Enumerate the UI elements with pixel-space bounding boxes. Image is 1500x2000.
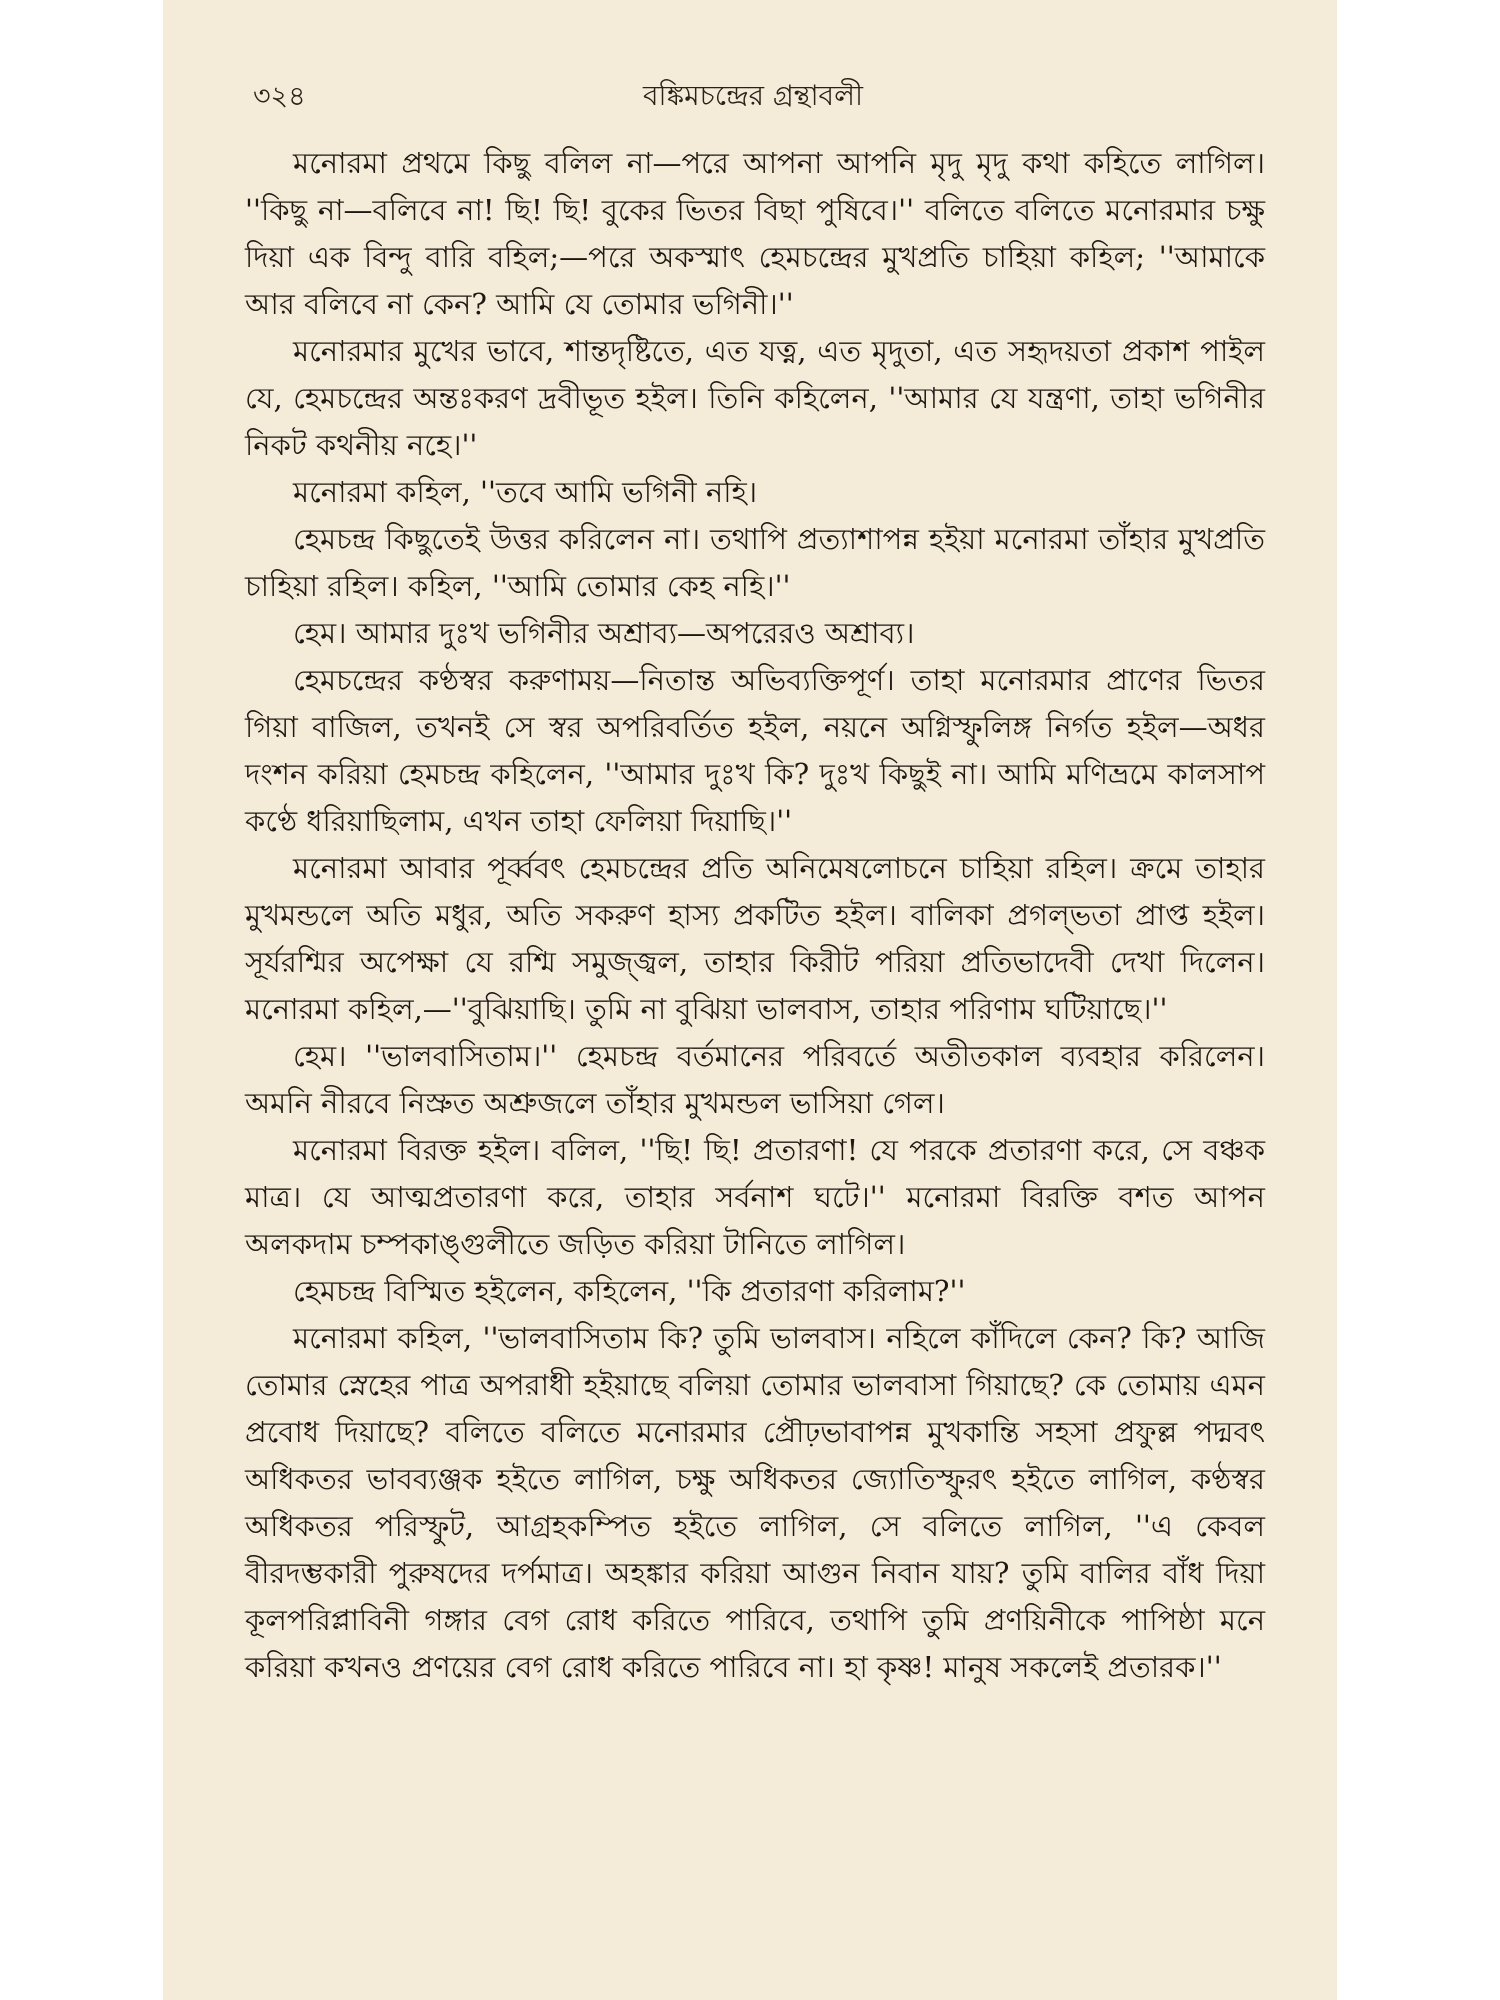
paragraph: মনোরমা প্রথমে কিছু বলিল না—পরে আপনা আপনি মৃদু মৃদু কথা কহিতে লাগিল। ''কিছু না—বলিবে না! ছি! ছি! বুকের ভিতর বিছা পুষিবে।'' বলিতে বলিতে মনোরমার চক্ষু দিয়া এক বিন্দু বারি বহিল;—পরে অকস্মাৎ হেমচন্দ্রের মুখপ্রতি চাহিয়া কহিল; ''আমাকে আর বলিবে না কেন? আমি যে তোমার ভগিনী।'' (245, 146, 1265, 321)
page-header (253, 70, 1253, 120)
paragraph: মনোরমার মুখের ভাবে, শান্তদৃষ্টিতে, এত যত্ন, এত মৃদুতা, এত সহৃদয়তা প্রকাশ পাইল যে, হেমচন্দ্রের অন্তঃকরণ দ্রবীভূত হইল। তিনি কহিলেন, ''আমার যে যন্ত্রণা, তাহা ভগিনীর নিকট কথনীয় নহে।'' (245, 334, 1265, 462)
body-text (245, 140, 1265, 1691)
paragraph: হেমচন্দ্রের কণ্ঠস্বর করুণাময়—নিতান্ত অভিব্যক্তিপূর্ণ। তাহা মনোরমার প্রাণের ভিতর গিয়া বাজিল, তখনই সে স্বর অপরিবর্তিত হইল, নয়নে অগ্নিস্ফুলিঙ্গ নির্গত হইল—অধর দংশন করিয়া হেমচন্দ্র কহিলেন, ''আমার দুঃখ কি? দুঃখ কিছুই না। আমি মণিভ্রমে কালসাপ কণ্ঠে ধরিয়াছিলাম, এখন তাহা ফেলিয়া দিয়াছি।'' (245, 663, 1265, 838)
book-page (163, 0, 1337, 2000)
page-number: ৩২৪ (253, 81, 306, 112)
paragraph: হেমচন্দ্র বিস্মিত হইলেন, কহিলেন, ''কি প্রতারণা করিলাম?'' (293, 1274, 966, 1308)
paragraph: হেম। ''ভালবাসিতাম।'' হেমচন্দ্র বর্তমানের পরিবর্তে অতীতকাল ব্যবহার করিলেন। অমনি নীরবে নিস্রুত অশ্রুজলে তাঁহার মুখমন্ডল ভাসিয়া গেল। (245, 1039, 1265, 1120)
paragraph: মনোরমা বিরক্ত হইল। বলিল, ''ছি! ছি! প্রতারণা! যে পরকে প্রতারণা করে, সে বঞ্চক মাত্র। যে আত্মপ্রতারণা করে, তাহার সর্বনাশ ঘটে।'' মনোরমা বিরক্তি বশত আপন অলকদাম চম্পকাঙ্গুলীতে জড়িত করিয়া টানিতে লাগিল। (245, 1133, 1265, 1261)
paragraph: হেম। আমার দুঃখ ভগিনীর অশ্রাব্য—অপরেরও অশ্রাব্য। (293, 616, 915, 650)
paragraph: মনোরমা আবার পূর্ব্ববৎ হেমচন্দ্রের প্রতি অনিমেষলোচনে চাহিয়া রহিল। ক্রমে তাহার মুখমন্ডলে অতি মধুর, অতি সকরুণ হাস্য প্রকটিত হইল। বালিকা প্রগল্ভতা প্রাপ্ত হইল। সূর্যরশ্মির অপেক্ষা যে রশ্মি সমুজ্জ্বল, তাহার কিরীট পরিয়া প্রতিভাদেবী দেখা দিলেন। মনোরমা কহিল,—''বুঝিয়াছি। তুমি না বুঝিয়া ভালবাস, তাহার পরিণাম ঘটিয়াছে।'' (245, 851, 1265, 1026)
running-title: বঙ্কিমচন্দ্রের গ্রন্থাবলী (642, 79, 864, 112)
paragraph: হেমচন্দ্র কিছুতেই উত্তর করিলেন না। তথাপি প্রত্যাশাপন্ন হইয়া মনোরমা তাঁহার মুখপ্রতি চাহিয়া রহিল। কহিল, ''আমি তোমার কেহ নহি।'' (245, 522, 1265, 603)
paragraph: মনোরমা কহিল, ''তবে আমি ভগিনী নহি। (293, 475, 758, 509)
paragraph: মনোরমা কহিল, ''ভালবাসিতাম কি? তুমি ভালবাস। নহিলে কাঁদিলে কেন? কি? আজি তোমার স্নেহের পাত্র অপরাধী হইয়াছে বলিয়া তোমার ভালবাসা গিয়াছে? কে তোমায় এমন প্রবোধ দিয়াছে? বলিতে বলিতে মনোরমার প্রৌঢ়ভাবাপন্ন মুখকান্তি সহসা প্রফুল্ল পদ্মবৎ অধিকতর ভাবব্যঞ্জক হইতে লাগিল, চক্ষু অধিকতর জ্যোতিস্ফুরৎ হইতে লাগিল, কণ্ঠস্বর অধিকতর পরিস্ফুট, আগ্রহকম্পিত হইতে লাগিল, সে বলিতে লাগিল, ''এ কেবল বীরদম্ভকারী পুরুষদের দর্পমাত্র। অহঙ্কার করিয়া আগুন নিবান যায়? তুমি বালির বাঁধ দিয়া কূলপরিপ্লাবিনী গঙ্গার বেগ রোধ করিতে পারিবে, তথাপি তুমি প্রণয়িনীকে পাপিষ্ঠা মনে করিয়া কখনও প্রণয়ের বেগ রোধ করিতে পারিবে না। হা কৃষ্ণ! মানুষ সকলেই প্রতারক।'' (245, 1321, 1265, 1684)
